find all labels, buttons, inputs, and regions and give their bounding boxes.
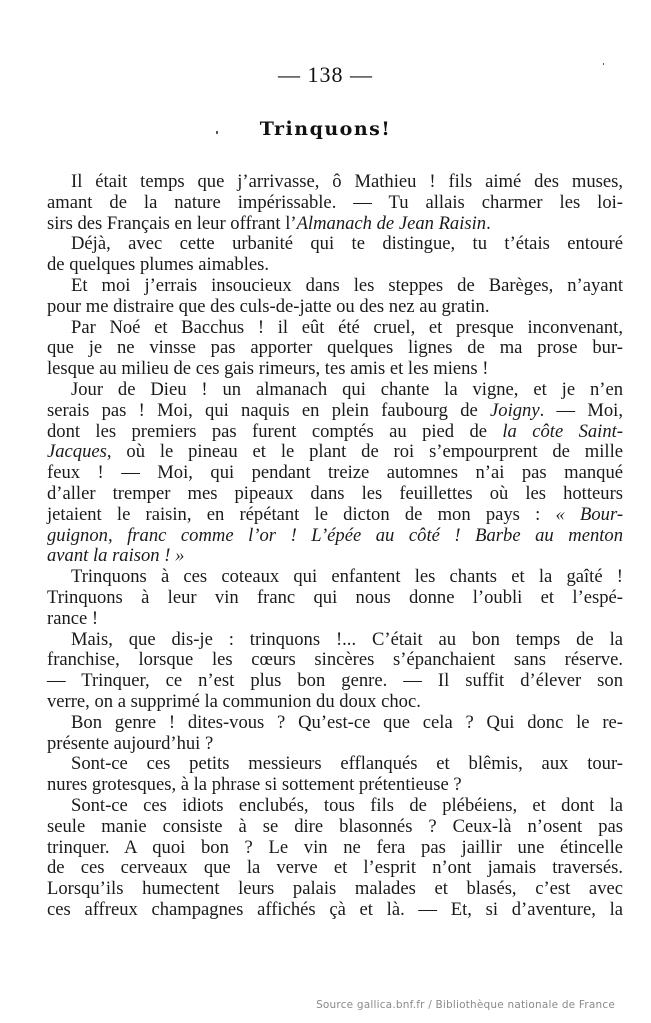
- text-line: [47, 630, 623, 651]
- italic-text: « Bour-: [555, 503, 624, 525]
- text-segment: . — Moi,: [539, 399, 624, 421]
- text-segment: ces affreux champagnes affichés çà et là. — Et, si d’aventure, la: [47, 898, 623, 920]
- text-segment: d’aller tremper mes pipeaux dans les feuillettes où les hotteurs: [47, 482, 623, 504]
- text-line: [47, 546, 623, 567]
- text-segment: Trinquons à ces coteaux qui enfantent les chants et la gaîté !: [71, 566, 623, 588]
- text-line: [47, 255, 623, 276]
- text-line: [47, 380, 623, 401]
- text-segment: présente aujourd’hui ?: [47, 732, 214, 754]
- text-line: [47, 338, 623, 359]
- text-segment: Sont-ce ces petits messieurs efflanqués et blêmis, aux tour-: [71, 753, 623, 775]
- text-segment: Sont-ce ces idiots enclubés, tous fils de plébéiens, et dont la: [71, 794, 623, 816]
- text-segment: franchise, lorsque les cœurs sincères s’épanchaient sans réserve.: [47, 649, 623, 671]
- text-segment: , où le pineau et le plant de roi s’empourprent de mille: [106, 441, 623, 463]
- text-line: [47, 713, 623, 734]
- text-line: [47, 838, 623, 859]
- text-segment: Lorsqu’ils humectent leurs palais malades et blasés, c’est avec: [47, 878, 623, 900]
- text-line: [47, 588, 623, 609]
- text-segment: amant de la nature impérissable. — Tu allais charmer les loi-: [47, 191, 623, 213]
- source-attribution: Source gallica.bnf.fr / Bibliothèque nationale de France: [316, 999, 615, 1011]
- scan-speck: [603, 63, 604, 65]
- text-segment: Bon genre ! dites-vous ? Qu’est-ce que cela ? Qui donc le re-: [71, 711, 623, 733]
- text-line: [47, 879, 623, 900]
- italic-text: Joigny: [490, 399, 540, 421]
- text-segment: Jour de Dieu ! un almanach qui chante la vigne, et je n’en: [71, 378, 623, 400]
- text-line: [47, 214, 623, 235]
- text-line: [47, 609, 623, 630]
- text-segment: de ces cerveaux que la verve et l’esprit n’ont jamais traversés.: [47, 857, 623, 879]
- text-segment: jetaient le raisin, en répétant le dicton de mon pays :: [47, 503, 556, 525]
- italic-text: avant la raison ! »: [47, 545, 185, 567]
- text-segment: Trinquons à leur vin franc qui nous donne l’oubli et l’espé-: [47, 586, 623, 608]
- text-line: [47, 775, 623, 796]
- text-segment: Mais, que dis-je : trinquons !... C’était au bon temps de la: [71, 628, 623, 650]
- chapter-title: Trinquons!: [259, 118, 392, 140]
- text-segment: sirs des Français en leur offrant l’: [47, 212, 297, 234]
- text-segment: de quelques plumes aimables.: [47, 254, 270, 276]
- text-segment: rance !: [47, 607, 99, 629]
- text-segment: dont les premiers pas furent comptés au pied de: [47, 420, 503, 442]
- text-segment: Il était temps que j’arrivasse, ô Mathieu ! fils aimé des muses,: [71, 171, 623, 192]
- text-line: [47, 422, 623, 443]
- italic-text: guignon, franc comme l’or ! L’épée au côté ! Barbe au menton: [47, 524, 623, 546]
- text-segment: Et moi j’errais insoucieux dans les steppes de Barèges, n’ayant: [71, 274, 623, 296]
- text-segment: pour me distraire que des culs-de-jatte ou des nez au gratin.: [47, 295, 490, 317]
- text-line: [47, 463, 623, 484]
- text-segment: .: [486, 212, 491, 234]
- body-text: [47, 172, 623, 921]
- text-line: [47, 505, 623, 526]
- text-line: [47, 276, 623, 297]
- text-segment: verre, on a supprimé la communion du doux choc.: [47, 690, 421, 712]
- text-line: [47, 318, 623, 339]
- text-segment: serais pas ! Moi, qui naquis en plein faubourg de: [47, 399, 491, 421]
- text-segment: trinquer. A quoi bon ? Le vin ne fera pas jaillir une étincelle: [47, 836, 623, 858]
- text-line: [47, 734, 623, 755]
- text-line: [47, 401, 623, 422]
- text-segment: que je ne vinsse pas apporter quelques lignes de ma prose bur-: [47, 337, 623, 359]
- text-line: [47, 484, 623, 505]
- text-line: [47, 172, 623, 193]
- text-line: [47, 754, 623, 775]
- text-segment: Déjà, avec cette urbanité qui te distingue, tu t’étais entouré: [71, 233, 623, 255]
- text-line: [47, 193, 623, 214]
- text-line: [47, 650, 623, 671]
- text-segment: — Trinquer, ce n’est plus bon genre. — Il suffit d’élever son: [47, 670, 623, 692]
- text-line: [47, 796, 623, 817]
- scan-speck: [216, 131, 218, 134]
- text-line: [47, 858, 623, 879]
- text-line: [47, 817, 623, 838]
- text-segment: seule manie consiste à se dire blasonnés ? Ceux-là n’osent pas: [47, 815, 623, 837]
- text-segment: lesque au milieu de ces gais rimeurs, tes amis et les miens !: [47, 358, 489, 380]
- text-line: [47, 567, 623, 588]
- italic-text: Jacques: [47, 441, 107, 463]
- text-line: [47, 671, 623, 692]
- text-line: [47, 359, 623, 380]
- text-segment: Par Noé et Bacchus ! il eût été cruel, et presque inconvenant,: [71, 316, 623, 338]
- text-line: [47, 900, 623, 921]
- text-line: [47, 234, 623, 255]
- text-line: [47, 442, 623, 463]
- page-number: — 138 —: [278, 62, 373, 87]
- text-segment: feux ! — Moi, qui pendant treize automnes n’ai pas manqué: [47, 462, 623, 484]
- text-line: [47, 692, 623, 713]
- italic-text: Almanach de Jean Raisin: [296, 212, 487, 234]
- text-line: [47, 297, 623, 318]
- text-segment: nures grotesques, à la phrase si sottement prétentieuse ?: [47, 774, 462, 796]
- text-line: [47, 526, 623, 547]
- italic-text: la côte Saint-: [502, 420, 623, 442]
